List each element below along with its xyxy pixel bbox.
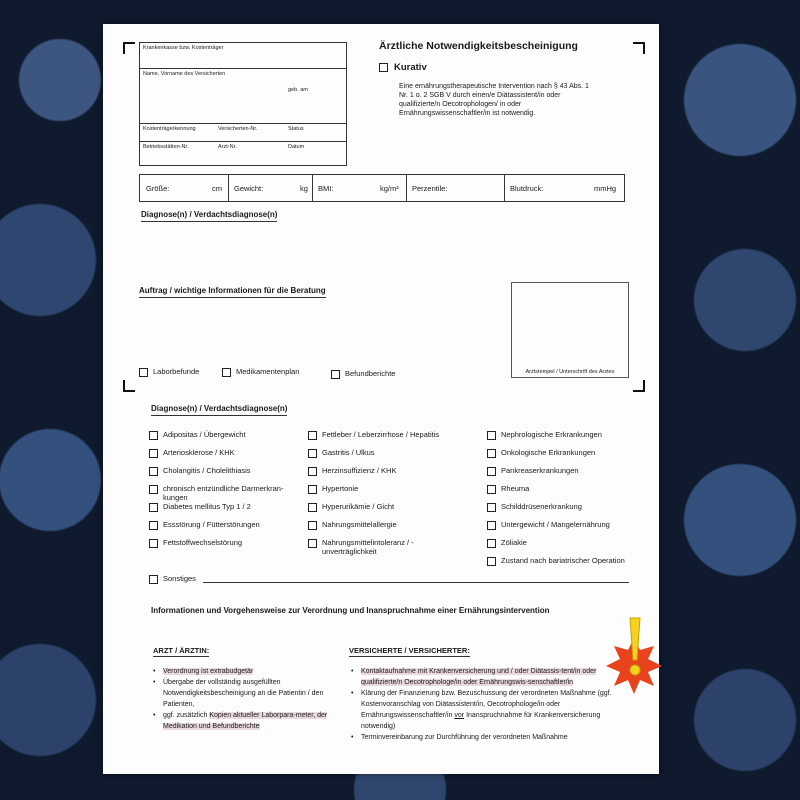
checkbox[interactable] (487, 503, 496, 512)
checkbox[interactable] (487, 557, 496, 566)
checkbox[interactable] (487, 521, 496, 530)
groesse-label: Größe: (146, 184, 170, 193)
prescription-form (103, 24, 659, 774)
form-title: Ärztliche Notwendigkeitsbescheinigung (379, 40, 578, 52)
arzt-bullet-3b: Kopien aktueller Laborpara-meter, der Medikation und Befundberichte (163, 712, 328, 730)
checkbox[interactable] (487, 431, 496, 440)
versicherte-bullet-3: Terminvereinbarung zur Durchführung der verordneten Maßnahme (361, 734, 568, 741)
checkbox[interactable] (149, 521, 158, 530)
sonstiges-line[interactable] (203, 582, 629, 583)
diagnosis-herzinsuffizienz[interactable]: Herzinsuffizienz / KHK (308, 466, 396, 476)
versicherte-bullet-2a: Klärung der Finanzierung bzw. Bezuschussung der verordneten Maßnahme (ggf. Kostenvoranschlag von Diätassistent/in, Oecotrophologe/in oder Ernährungswissenschaftler/in (361, 690, 612, 719)
checkbox[interactable] (487, 539, 496, 548)
diagnosis-zoeliakie[interactable]: Zöliakie (487, 538, 527, 548)
blutdruck-unit: mmHg (594, 184, 617, 193)
blutdruck-label: Blutdruck: (510, 184, 544, 193)
diagnosis-onkologisch[interactable]: Onkologische Erkrankungen (487, 448, 595, 458)
arzt-nr-label: Arzt-Nr. (218, 144, 237, 150)
diagnosis-hyperurikaemie[interactable]: Hyperurikämie / Gicht (308, 502, 394, 512)
diagnose-heading-2: Diagnose(n) / Verdachtsdiagnose(n) (151, 404, 287, 416)
info-heading: Informationen und Vorgehensweise zur Verordnung und Inanspruchnahme einer Ernährungsintervention (151, 606, 550, 615)
stamp-label: Arztstempel / Unterschrift des Arztes (525, 369, 615, 375)
diagnosis-gastritis[interactable]: Gastritis / Ulkus (308, 448, 375, 458)
diagnosis-diabetes[interactable]: Diabetes mellitus Typ 1 / 2 (149, 502, 251, 512)
diagnosis-sonstiges[interactable]: Sonstiges (149, 574, 196, 584)
diagnosis-rheuma[interactable]: Rheuma (487, 484, 529, 494)
perzentile-label: Perzentile: (412, 184, 448, 193)
bmi-label: BMI: (318, 184, 334, 193)
corner-mark (633, 42, 645, 54)
versicherten-nr-label: Versicherten-Nr. (218, 126, 258, 132)
diagnosis-adipositas[interactable]: Adipositas / Übergewicht (149, 430, 246, 440)
kostentraegerkennung-label: Kostenträgerkennung (143, 126, 196, 132)
diagnosis-nahrungsmittelallergie[interactable]: Nahrungsmittelallergie (308, 520, 397, 530)
arzt-bullet-2: Übergabe der vollständig ausgefüllten Notwendigkeitsbescheinigung an die Patientin / den Patienten, (163, 679, 324, 708)
attachment-laborbefunde[interactable]: Laborbefunde (139, 367, 199, 377)
checkbox[interactable] (139, 368, 148, 377)
checkbox[interactable] (487, 485, 496, 494)
checkbox[interactable] (331, 370, 340, 379)
checkbox[interactable] (308, 449, 317, 458)
name-label: Name, Vorname des Versicherten (143, 71, 226, 77)
checkbox[interactable] (308, 467, 317, 476)
diagnosis-nahrungsmittelintoleranz[interactable]: Nahrungsmittelintoleranz / -unverträglichkeit (308, 538, 438, 556)
arzt-bullet-3a: ggf. zusätzlich (163, 712, 208, 719)
diagnosis-nephrologisch[interactable]: Nephrologische Erkrankungen (487, 430, 602, 440)
krankenkasse-label: Krankenkasse bzw. Kostenträger (143, 45, 224, 51)
bmi-unit: kg/m² (380, 184, 399, 193)
checkbox[interactable] (487, 449, 496, 458)
corner-mark (123, 380, 135, 392)
diagnose-heading: Diagnose(n) / Verdachtsdiagnose(n) (141, 210, 277, 222)
checkbox[interactable] (308, 521, 317, 530)
checkbox[interactable] (308, 431, 317, 440)
checkbox[interactable] (149, 431, 158, 440)
diagnosis-essstoerung[interactable]: Essstörung / Fütterstörungen (149, 520, 260, 530)
datum-label: Datum (288, 144, 305, 150)
versicherte-bullet-2b: Inanspruchnahme für Krankenversicherung notwendig) (361, 712, 601, 730)
attachment-befundberichte[interactable]: Befundberichte (331, 369, 395, 379)
diagnosis-untergewicht[interactable]: Untergewicht / Mangelernährung (487, 520, 610, 530)
checkbox[interactable] (308, 539, 317, 548)
diagnosis-arteriosklerose[interactable]: Arteriosklerose / KHK (149, 448, 235, 458)
checkbox[interactable] (308, 503, 317, 512)
kurativ-text: Eine ernährungstherapeutische Intervention nach § 43 Abs. 1 Nr. 1 o. 2 SGB V durch einen/e Diätassistent/in oder qualifizierte/n Oecotrophologen/ in oder Ernährungswissenschaftler/in ist notwendig. (399, 83, 589, 117)
arzt-bullet-1: Verordnung ist extrabudgetär (163, 668, 254, 675)
corner-mark (123, 42, 135, 54)
measures-row (139, 174, 625, 202)
diagnosis-fettstoffwechsel[interactable]: Fettstoffwechselstörung (149, 538, 242, 548)
kurativ-checkbox[interactable] (379, 63, 388, 72)
checkbox[interactable] (149, 503, 158, 512)
diagnosis-ced[interactable]: chronisch entzündliche Darmerkran-kungen (149, 484, 299, 502)
diagnosis-hypertonie[interactable]: Hypertonie (308, 484, 358, 494)
diagnosis-fettleber[interactable]: Fettleber / Leberzirrhose / Hepatitis (308, 430, 439, 440)
auftrag-heading: Auftrag / wichtige Informationen für die Beratung (139, 286, 326, 298)
diagnosis-schilddruese[interactable]: Schilddrüsenerkrankung (487, 502, 582, 512)
checkbox[interactable] (149, 485, 158, 494)
patient-data-box (139, 42, 347, 166)
stamp-box[interactable] (511, 282, 629, 378)
betriebsstaetten-nr-label: Betriebsstätten-Nr. (143, 144, 189, 150)
checkbox[interactable] (149, 575, 158, 584)
groesse-unit: cm (212, 184, 222, 193)
checkbox[interactable] (149, 539, 158, 548)
versicherte-bullet-1: Kontaktaufnahme mit Krankenversicherung und / oder Diätassis-tent/in oder qualifizierte/n Oecotrophologe/in oder Ernährungswis-senschaftler/in (361, 668, 597, 686)
arzt-heading: ARZT / ÄRZTIN: (153, 646, 210, 655)
checkbox[interactable] (149, 467, 158, 476)
geb-am-label: geb. am (288, 87, 308, 93)
diagnosis-pankreas[interactable]: Pankreaserkrankungen (487, 466, 579, 476)
corner-mark (633, 380, 645, 392)
kurativ-label: Kurativ (394, 62, 427, 73)
checkbox[interactable] (308, 485, 317, 494)
kurativ-option[interactable] (379, 62, 427, 73)
checkbox[interactable] (149, 449, 158, 458)
arzt-list (153, 666, 333, 732)
checkbox[interactable] (487, 467, 496, 476)
versicherte-heading: VERSICHERTE / VERSICHERTER: (349, 646, 470, 655)
diagnosis-cholangitis[interactable]: Cholangitis / Cholelithiasis (149, 466, 251, 476)
exclamation-burst-icon (598, 616, 670, 698)
checkbox[interactable] (222, 368, 231, 377)
diagnosis-bariatrisch[interactable]: Zustand nach bariatrischer Operation (487, 556, 625, 566)
attachment-medikamentenplan[interactable]: Medikamentenplan (222, 367, 299, 377)
versicherte-list (351, 666, 613, 743)
gewicht-label: Gewicht: (234, 184, 264, 193)
gewicht-unit: kg (300, 184, 308, 193)
status-label: Status (288, 126, 304, 132)
versicherte-bullet-2-vor: vor (454, 712, 465, 719)
